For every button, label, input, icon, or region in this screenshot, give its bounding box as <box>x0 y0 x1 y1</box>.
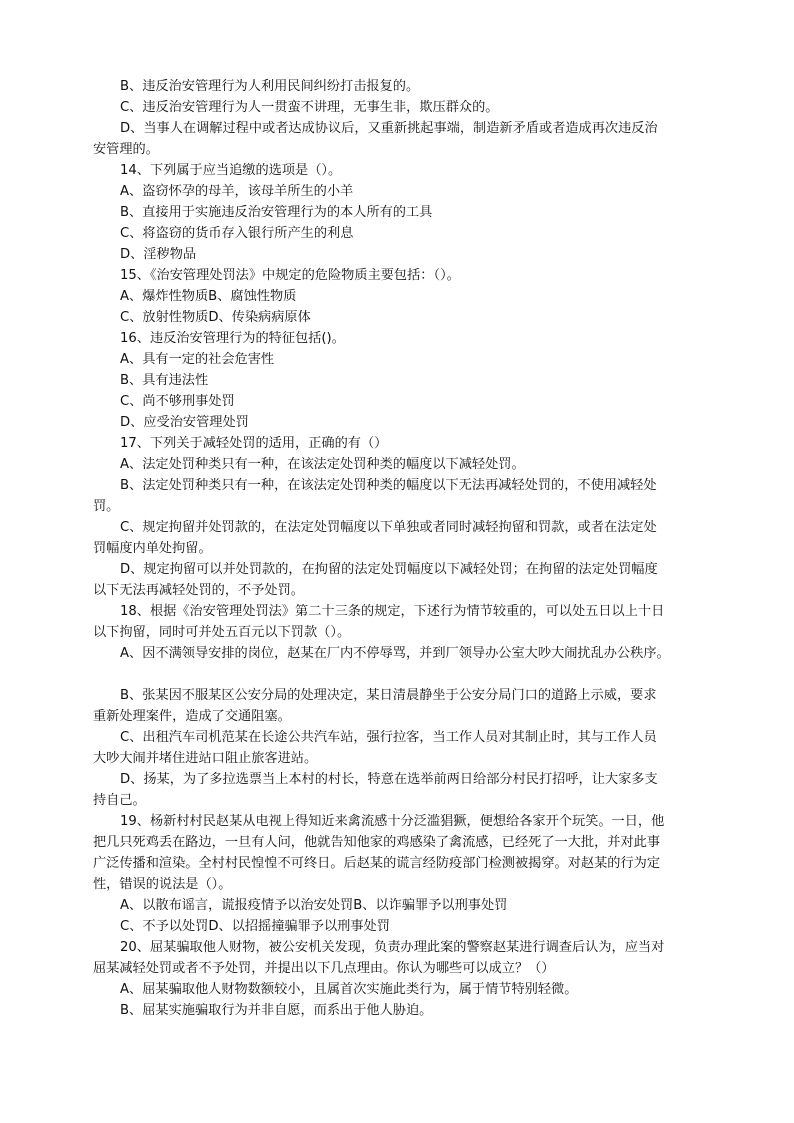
text-line: A、具有一定的社会危害性 <box>120 352 275 367</box>
text-line: A、屈某骗取他人财物数额较小，且属首次实施此类行为，属于情节特别轻微。 <box>120 982 578 997</box>
text-line: B、直接用于实施违反治安管理行为的本人所有的工具 <box>120 205 433 220</box>
text-line: 15、《治安管理处罚法》中规定的危险物质主要包括：（）。 <box>120 268 460 283</box>
text-line: 19、杨新村村民赵某从电视上得知近来禽流感十分泛滥猖獗，便想给各家开个玩笑。一日，他 <box>120 814 665 829</box>
blank-line <box>120 664 698 685</box>
text-line: D、扬某，为了多拉选票当上本村的村长，特意在选举前两日给部分村民打招呼，让大家多支 <box>120 772 658 787</box>
text-line: C、出租汽车司机范某在长途公共汽车站，强行拉客，当工作人员对其制止时，其与工作人员 <box>120 730 657 745</box>
text-line: 大吵大闹并堵住进站口阻止旅客进站。 <box>93 751 318 766</box>
text-line: D、淫秽物品 <box>120 247 197 262</box>
text-line: 16、违反治安管理行为的特征包括()。 <box>120 331 345 346</box>
text-line: 性，错误的说法是（）。 <box>93 877 232 892</box>
text-line: A、爆炸性物质B、腐蚀性物质 <box>120 289 297 304</box>
text-line: B、具有违法性 <box>120 373 209 388</box>
text-line: 广泛传播和渲染。全村村民惶惶不可终日。后赵某的谎言经防疫部门检测被揭穿。对赵某的行为定 <box>93 856 661 871</box>
document-body <box>93 76 698 1021</box>
text-line: 以下无法再减轻处罚的，不予处罚。 <box>93 583 304 598</box>
text-line: 把几只死鸡丢在路边，一旦有人问，他就告知他家的鸡感染了禽流感，已经死了一大批，并对此事 <box>93 835 661 850</box>
text-line: 安管理的。 <box>93 142 159 157</box>
text-line: 罚。 <box>93 499 120 514</box>
text-line: 屈某减轻处罚或者不予处罚，并提出以下几点理由。你认为哪些可以成立？（） <box>93 961 555 976</box>
text-line: C、尚不够刑事处罚 <box>120 394 235 409</box>
text-line: D、当事人在调解过程中或者达成协议后，又重新挑起事端，制造新矛盾或者造成再次违反治 <box>120 121 658 136</box>
text-line: A、盗窃怀孕的母羊，该母羊所生的小羊 <box>120 184 354 199</box>
text-line: 罚幅度内单处拘留。 <box>93 541 212 556</box>
text-line: D、规定拘留可以并处罚款的，在拘留的法定处罚幅度以下减轻处罚；在拘留的法定处罚幅度 <box>120 562 658 577</box>
text-line: 17、下列关于减轻处罚的适用，正确的有（） <box>120 436 388 451</box>
text-line: A、以散布谣言，谎报疫情予以治安处罚B、以诈骗罪予以刑事处罚 <box>120 898 508 913</box>
text-line: C、违反治安管理行为人一贯蛮不讲理，无事生非，欺压群众的。 <box>120 100 499 115</box>
text-line: 14、下列属于应当追缴的选项是（）。 <box>120 163 342 178</box>
text-line: D、应受治安管理处罚 <box>120 415 249 430</box>
text-line: B、违反治安管理行为人利用民间纠纷打击报复的。 <box>120 79 420 94</box>
text-line: 以下拘留，同时可并处五百元以下罚款（）。 <box>93 625 351 640</box>
text-line: 持自己。 <box>93 793 146 808</box>
text-line: A、法定处罚种类只有一种，在该法定处罚种类的幅度以下减轻处罚。 <box>120 457 525 472</box>
text-line: 20、屈某骗取他人财物，被公安机关发现，负责办理此案的警察赵某进行调查后认为，应当对 <box>120 940 665 955</box>
text-line: A、因不满领导安排的岗位，赵某在厂内不停辱骂，并到厂领导办公室大吵大闹扰乱办公秩序。 <box>120 646 670 661</box>
text-line: C、放射性物质D、传染病病原体 <box>120 310 311 325</box>
text-line: C、规定拘留并处罚款的，在法定处罚幅度以下单独或者同时减轻拘留和罚款，或者在法定处 <box>120 520 657 535</box>
text-line: B、张某因不服某区公安分局的处理决定，某日清晨静坐于公安分局门口的道路上示威，要求 <box>120 688 657 703</box>
text-line: B、屈某实施骗取行为并非自愿，而系出于他人胁迫。 <box>120 1003 433 1018</box>
text-line: B、法定处罚种类只有一种，在该法定处罚种类的幅度以下无法再减轻处罚的，不使用减轻处 <box>120 478 657 493</box>
text-line: 18、根据《治安管理处罚法》第二十三条的规定，下述行为情节较重的，可以处五日以上十日 <box>120 604 665 619</box>
text-line: C、将盗窃的货币存入银行所产生的利息 <box>120 226 354 241</box>
text-line: 重新处理案件，造成了交通阻塞。 <box>93 709 291 724</box>
text-line: C、不予以处罚D、以招摇撞骗罪予以刑事处罚 <box>120 919 390 934</box>
